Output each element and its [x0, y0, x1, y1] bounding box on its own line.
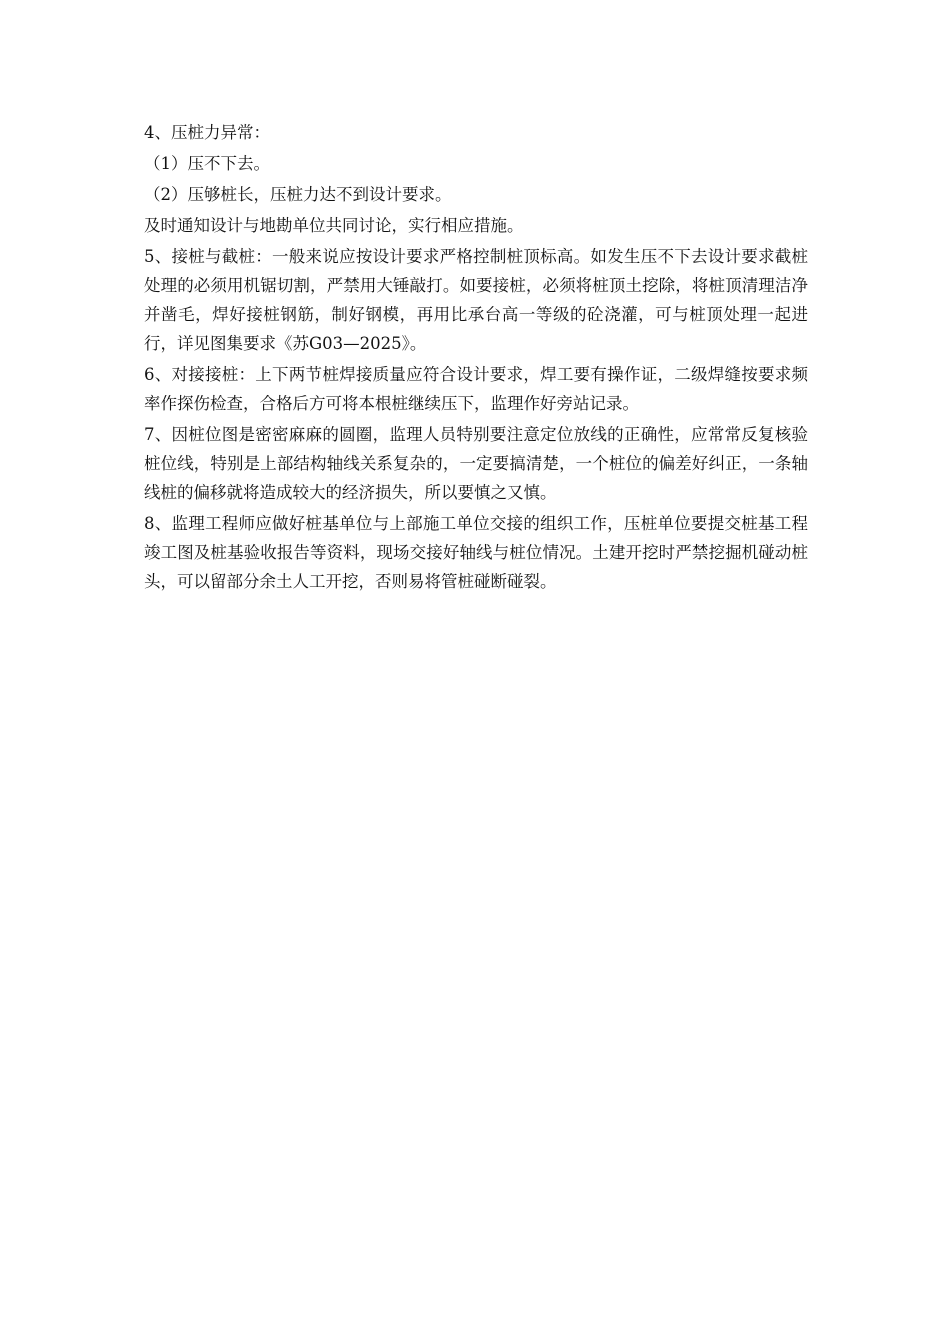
paragraph-section-8: 8、监理工程师应做好桩基单位与上部施工单位交接的组织工作，压桩单位要提交桩基工程竣工图及桩基验收报告等资料，现场交接好轴线与桩位情况。土建开挖时严禁挖掘机碰动桩头，可以留部分余土人工开挖，否则易将管桩碰断碰裂。 — [144, 514, 808, 591]
paragraph-section-6: 6、对接接桩：上下两节桩焊接质量应符合设计要求，焊工要有操作证，二级焊缝按要求频率作探伤检查，合格后方可将本根桩继续压下，监理作好旁站记录。 — [144, 365, 808, 413]
paragraph-item-1: （1）压不下去。 — [144, 154, 270, 173]
paragraph-item-2: （2）压够桩长，压桩力达不到设计要求。 — [144, 185, 452, 204]
paragraph-pile-pressure-heading: 4、压桩力异常： — [144, 123, 270, 142]
paragraph-section-7: 7、因桩位图是密密麻麻的圆圈，监理人员特别要注意定位放线的正确性，应常常反复核验桩位线，特别是上部结构轴线关系复杂的，一定要搞清楚，一个桩位的偏差好纠正，一条轴线桩的偏移就将造成较大的经济损失，所以要慎之又慎。 — [144, 425, 808, 502]
document-body — [144, 118, 808, 598]
paragraph-notify-design: 及时通知设计与地勘单位共同讨论，实行相应措施。 — [144, 216, 524, 235]
paragraph-section-5: 5、接桩与截桩：一般来说应按设计要求严格控制桩顶标高。如发生压不下去设计要求截桩处理的必须用机锯切割，严禁用大锤敲打。如要接桩，必须将桩顶土挖除，将桩顶清理洁净并凿毛，焊好接桩钢筋，制好钢模，再用比承台高一等级的砼浇灌，可与桩顶处理一起进行，详见图集要求《苏G03—2025》。 — [144, 247, 808, 353]
